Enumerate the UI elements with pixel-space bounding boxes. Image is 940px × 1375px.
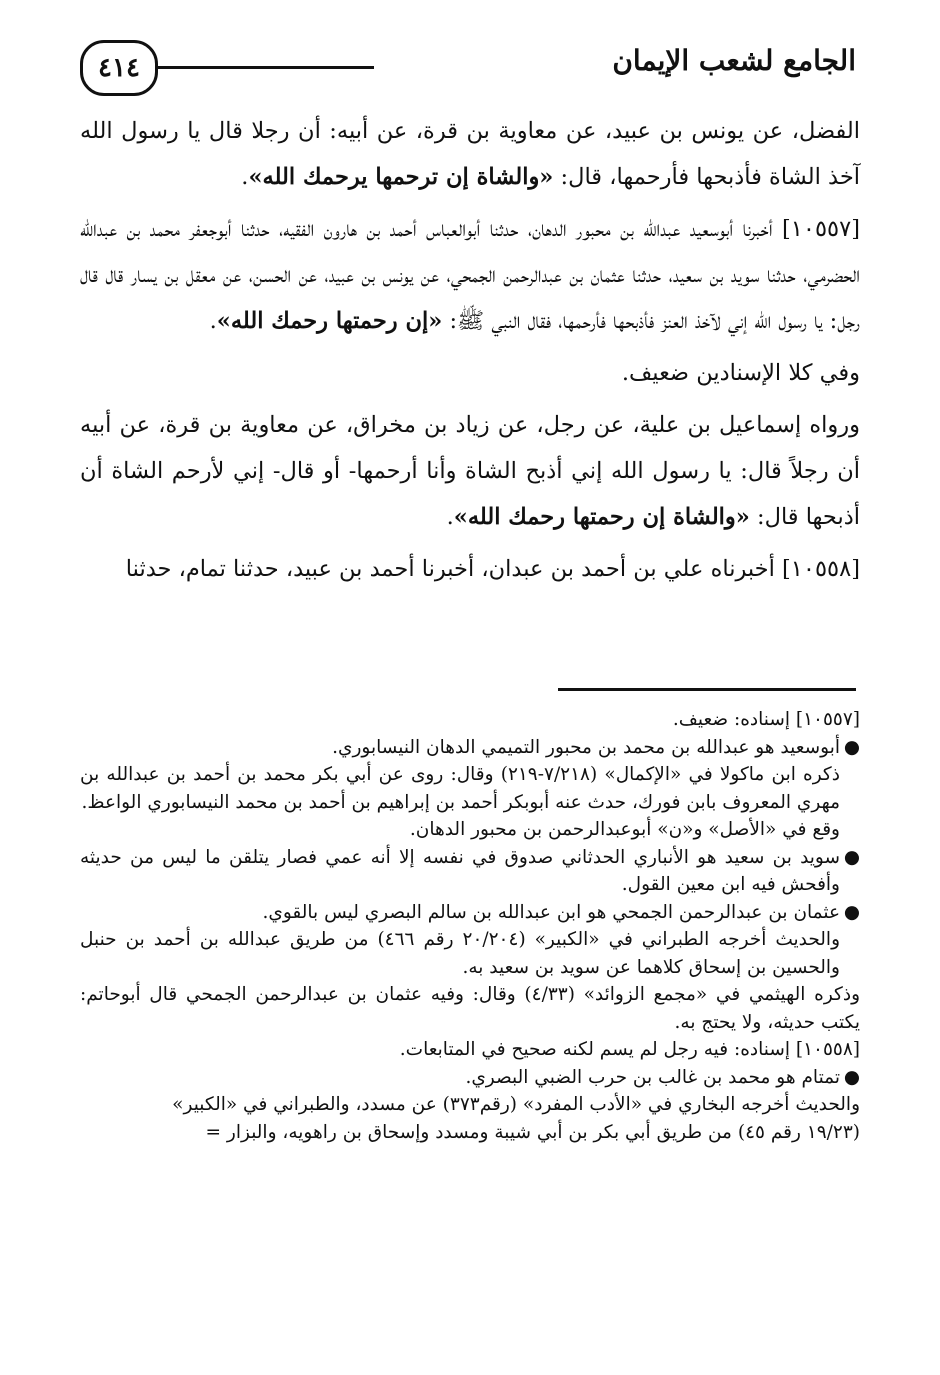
footnote-line: وقع في «الأصل» و«ن» أبوعبدالرحمن بن محبور الدهان. [409,819,840,840]
book-title: الجامع لشعب الإيمان [612,44,856,77]
paragraph: الفضل، عن يونس بن عبيد، عن معاوية بن قرة، عن أبيه: أن رجلا قال يا رسول الله آخذ الشاة فأذبحها فأرحمها، قال: «والشاة إن ترحمها يرحمك الله». [80,118,860,190]
bullet-icon: ● [843,846,860,868]
bullet-icon: ● [843,736,860,758]
paragraph: [١٠٥٥٧] أخبرنا أبوسعيد عبدالله بن محبور الدهان، حدثنا أبوالعباس أحمد بن هارون الفقيه، حدثنا أبوجعفر محمد بن عبدالله الحضرمي، حدثنا سويد بن سعيد، حدثنا عثمان بن عبدالرحمن الجمحي، عن يونس بن عبيد، عن الحسن، عن معقل بن يسار قال قال رجل: يا رسول الله إني لآخذ العنز فأذبحها فأرحمها، فقال النبي ﷺ: «إن رحمتها رحمك الله». [80,216,860,334]
footnote-line: والحديث أخرجه البخاري في «الأدب المفرد» (رقم٣٧٣) عن مسدد، والطبراني في «الكبير» [172,1094,860,1115]
hadith-quote: «والشاة إن ترحمها يرحمك الله» [248,164,554,190]
footnote-heading: [١٠٥٥٧] إسناده: ضعيف. [672,709,860,730]
footnote-divider [558,688,856,691]
footnote-bullet: ●سويد بن سعيد هو الأنباري الحدثاني صدوق في نفسه إلا أنه عمي فصار يتلقن ما ليس من حديثه وأفحش فيه ابن معين القول. [80,844,860,899]
paragraph: [١٠٥٥٨] أخبرناه علي بن أحمد بن عبدان، أخبرنا أحمد بن عبيد، حدثنا تمام، حدثنا [125,556,860,582]
header-rule [152,66,374,69]
footnotes [80,706,860,1146]
page-header [80,38,860,108]
hadith-quote: «إن رحمتها رحمك الله» [216,308,443,334]
footnote-bullet: ●عثمان بن عبدالرحمن الجمحي هو ابن عبدالله بن سالم البصري ليس بالقوي. [80,899,860,927]
bullet-icon: ● [843,1066,860,1088]
footnote-bullet: ●أبوسعيد هو عبدالله بن محمد بن محبور التميمي الدهان النيسابوري. [80,734,860,762]
footnote-line: وذكره الهيثمي في «مجمع الزوائد» (٤/٣٣) وقال: وفيه عثمان بن عبدالرحمن الجمحي قال أبوحاتم: يكتب حديثه، ولا يحتج به. [80,984,861,1033]
footnote-line: والحديث أخرجه الطبراني في «الكبير» (٢٠/٢٠٤ رقم ٤٦٦) من طريق عبدالله بن أحمد بن حنبل والحسين بن إسحاق كلاهما عن سويد بن سعيد به. [80,929,841,978]
page-number: ٤١٤ [80,40,158,96]
footnote-bullet: ●تمتام هو محمد بن غالب بن حرب الضبي البصري. [80,1064,860,1092]
hadith-quote: «والشاة إن رحمتها رحمك الله» [453,504,750,530]
paragraph: ورواه إسماعيل بن علية، عن رجل، عن زياد بن مخراق، عن معاوية بن قرة، عن أبيه أن رجلاً قال: يا رسول الله إني أذبح الشاة وأنا أرحمها- أو قال- إني لأرحم الشاة أن أذبحها قال: «والشاة إن رحمتها رحمك الله». [80,412,860,530]
footnote-line: (١٩/٢٣ رقم ٤٥) من طريق أبي بكر بن أبي شيبة ومسدد وإسحاق بن راهويه، والبزار = [205,1121,860,1143]
bullet-icon: ● [843,901,860,923]
footnote-heading: [١٠٥٥٨] إسناده: فيه رجل لم يسم لكنه صحيح في المتابعات. [399,1039,860,1060]
paragraph: وفي كلا الإسنادين ضعيف. [621,360,860,386]
footnote-line: ذكره ابن ماكولا في «الإكمال» (٧/٢١٨-٢١٩) وقال: روى عن أبي بكر محمد بن أحمد بن عبدالله بن مهري المعروف بابن فورك، حدث عنه أبوبكر أحمد بن إبراهيم بن أحمد بن محمد النيسابوري الواعظ. [80,764,840,813]
main-text [80,108,860,598]
